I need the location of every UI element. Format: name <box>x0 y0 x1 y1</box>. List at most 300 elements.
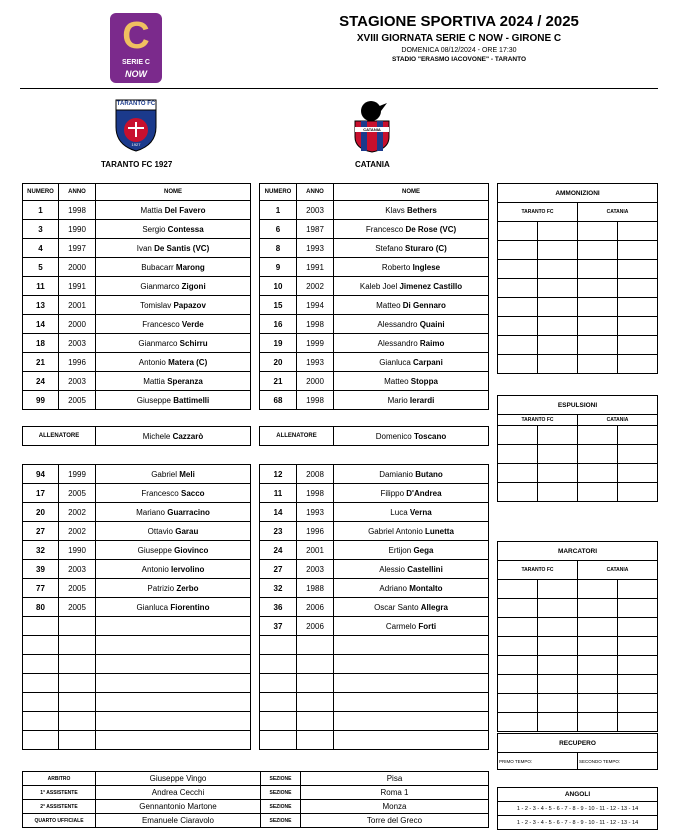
player-last-name: Battimelli <box>173 395 210 405</box>
player-year <box>59 693 96 712</box>
event-cell[interactable] <box>498 483 538 502</box>
event-row <box>498 317 658 336</box>
event-cell[interactable] <box>578 222 618 241</box>
player-year: 1996 <box>297 522 334 541</box>
player-name <box>96 617 251 636</box>
event-cell[interactable] <box>498 260 538 279</box>
event-cell[interactable] <box>578 260 618 279</box>
angoli-title: ANGOLI <box>498 788 658 802</box>
player-year: 1999 <box>59 465 96 484</box>
event-cell[interactable] <box>498 713 538 732</box>
player-last-name: Marong <box>175 262 205 272</box>
player-number: 1 <box>260 201 297 220</box>
player-number: 32 <box>23 541 59 560</box>
event-cell[interactable] <box>578 675 618 694</box>
catania-crest <box>351 97 393 153</box>
player-number: 3 <box>23 220 59 239</box>
secondo-tempo-field[interactable]: SECONDO TEMPO: <box>578 753 658 770</box>
player-name <box>96 201 251 220</box>
player-last-name: Contessa <box>167 224 204 234</box>
player-last-name: Fiorentino <box>170 602 210 612</box>
player-first-name: Matteo <box>376 300 401 310</box>
event-cell[interactable] <box>578 241 618 260</box>
col-number: NUMERO <box>23 184 59 201</box>
event-cell[interactable] <box>498 464 538 483</box>
amm-home-label: TARANTO FC <box>498 203 578 222</box>
official-role: QUARTO UFFICIALE <box>23 814 96 828</box>
player-name <box>334 258 489 277</box>
player-year: 2000 <box>59 258 96 277</box>
player-last-name: Giovinco <box>174 545 209 555</box>
player-row <box>23 731 251 750</box>
event-cell[interactable] <box>538 599 578 618</box>
event-cell[interactable] <box>498 222 538 241</box>
home-coach-table <box>22 426 251 446</box>
event-cell[interactable] <box>578 656 618 675</box>
away-coach-table <box>259 426 489 446</box>
taranto-crest <box>113 97 159 153</box>
player-number: 14 <box>260 503 297 522</box>
player-name <box>96 541 251 560</box>
event-cell[interactable] <box>498 656 538 675</box>
player-row <box>23 579 251 598</box>
player-name <box>96 258 251 277</box>
player-row <box>260 712 489 731</box>
player-row <box>23 503 251 522</box>
player-number: 5 <box>23 258 59 277</box>
player-row <box>260 655 489 674</box>
player-number: 32 <box>260 579 297 598</box>
ammonizioni-table <box>497 183 658 374</box>
event-cell[interactable] <box>538 355 578 374</box>
event-cell[interactable] <box>498 426 538 445</box>
event-cell[interactable] <box>538 618 578 637</box>
player-number: 39 <box>23 560 59 579</box>
player-name <box>334 239 489 258</box>
player-name <box>96 693 251 712</box>
player-number: 19 <box>260 334 297 353</box>
event-cell[interactable] <box>618 426 658 445</box>
event-cell[interactable] <box>618 317 658 336</box>
player-first-name: Damianio <box>379 469 413 479</box>
marcatori-title: MARCATORI <box>498 542 658 561</box>
player-number: 16 <box>260 315 297 334</box>
player-row <box>23 315 251 334</box>
event-cell[interactable] <box>538 694 578 713</box>
player-year: 2005 <box>59 579 96 598</box>
player-row <box>23 522 251 541</box>
event-cell[interactable] <box>618 694 658 713</box>
event-cell[interactable] <box>498 580 538 599</box>
event-cell[interactable] <box>578 317 618 336</box>
player-year <box>297 674 334 693</box>
event-cell[interactable] <box>578 694 618 713</box>
player-row <box>260 674 489 693</box>
event-cell[interactable] <box>618 580 658 599</box>
official-section: Roma 1 <box>301 786 489 800</box>
event-cell[interactable] <box>538 580 578 599</box>
event-cell[interactable] <box>578 580 618 599</box>
player-row <box>23 296 251 315</box>
player-number <box>260 693 297 712</box>
player-last-name: Allegra <box>420 602 448 612</box>
event-row <box>498 426 658 445</box>
player-row <box>260 353 489 372</box>
player-number: 21 <box>260 372 297 391</box>
coach-label: ALLENATORE <box>260 427 334 446</box>
player-row <box>23 465 251 484</box>
event-cell[interactable] <box>618 483 658 502</box>
event-cell[interactable] <box>578 483 618 502</box>
player-row <box>260 277 489 296</box>
player-year: 2002 <box>59 503 96 522</box>
header-divider <box>20 88 658 89</box>
player-year: 1990 <box>59 220 96 239</box>
event-cell[interactable] <box>538 483 578 502</box>
player-name <box>96 522 251 541</box>
player-last-name: Guarracino <box>167 507 210 517</box>
player-last-name: Del Favero <box>164 205 206 215</box>
logo-line1: SERIE C <box>121 59 150 66</box>
player-row <box>260 579 489 598</box>
player-year: 2000 <box>297 372 334 391</box>
event-cell[interactable] <box>538 656 578 675</box>
event-row <box>498 355 658 374</box>
marcatori-table <box>497 541 658 732</box>
player-year: 2006 <box>297 617 334 636</box>
event-row <box>498 445 658 464</box>
player-row <box>23 693 251 712</box>
player-year <box>297 655 334 674</box>
player-year: 2008 <box>297 465 334 484</box>
event-row <box>498 656 658 675</box>
player-number: 80 <box>23 598 59 617</box>
official-section: Torre del Greco <box>301 814 489 828</box>
event-cell[interactable] <box>498 637 538 656</box>
player-name <box>334 560 489 579</box>
mar-home-label: TARANTO FC <box>498 561 578 580</box>
player-row <box>23 560 251 579</box>
player-number: 9 <box>260 258 297 277</box>
logo-line2: NOW <box>125 69 147 79</box>
player-name <box>334 503 489 522</box>
player-first-name: Adriano <box>379 583 407 593</box>
event-cell[interactable] <box>538 336 578 355</box>
player-year: 2003 <box>59 334 96 353</box>
event-row <box>498 713 658 732</box>
player-last-name: D'Andrea <box>406 488 442 498</box>
recupero-table <box>497 733 658 770</box>
event-cell[interactable] <box>578 445 618 464</box>
player-year: 1990 <box>59 541 96 560</box>
event-cell[interactable] <box>618 656 658 675</box>
player-last-name: Lunetta <box>425 526 454 536</box>
event-row <box>498 618 658 637</box>
event-cell[interactable] <box>618 445 658 464</box>
player-year: 2005 <box>59 598 96 617</box>
player-first-name: Ivan <box>136 243 152 253</box>
player-number: 8 <box>260 239 297 258</box>
official-row <box>23 800 489 814</box>
event-cell[interactable] <box>498 599 538 618</box>
player-first-name: Oscar Santo <box>374 602 419 612</box>
event-cell[interactable] <box>538 637 578 656</box>
player-last-name: Zigoni <box>181 281 206 291</box>
player-first-name: Alessandro <box>377 319 418 329</box>
player-number: 15 <box>260 296 297 315</box>
official-row <box>23 786 489 800</box>
player-row <box>260 296 489 315</box>
player-name <box>334 617 489 636</box>
player-number: 24 <box>260 541 297 560</box>
primo-tempo-field[interactable]: PRIMO TEMPO: <box>498 753 578 770</box>
col-year: ANNO <box>297 184 334 201</box>
player-name <box>96 731 251 750</box>
player-number <box>23 712 59 731</box>
event-cell[interactable] <box>618 336 658 355</box>
official-role: 1° ASSISTENTE <box>23 786 96 800</box>
player-year: 2003 <box>297 560 334 579</box>
event-cell[interactable] <box>538 279 578 298</box>
player-name <box>96 712 251 731</box>
event-cell[interactable] <box>578 298 618 317</box>
event-cell[interactable] <box>538 426 578 445</box>
event-cell[interactable] <box>538 222 578 241</box>
amm-away-label: CATANIA <box>578 203 658 222</box>
player-name <box>96 674 251 693</box>
player-row <box>260 731 489 750</box>
event-cell[interactable] <box>538 317 578 336</box>
player-row <box>260 239 489 258</box>
event-cell[interactable] <box>538 260 578 279</box>
player-year: 2001 <box>59 296 96 315</box>
event-cell[interactable] <box>538 241 578 260</box>
event-cell[interactable] <box>618 298 658 317</box>
player-first-name: Gabriel Antonio <box>368 526 423 536</box>
player-number: 23 <box>260 522 297 541</box>
player-name <box>334 712 489 731</box>
player-number: 17 <box>23 484 59 503</box>
player-number: 20 <box>260 353 297 372</box>
player-number <box>23 636 59 655</box>
espulsioni-table <box>497 395 658 502</box>
player-row <box>260 693 489 712</box>
away-subs-table <box>259 464 489 750</box>
event-cell[interactable] <box>618 599 658 618</box>
player-name <box>334 220 489 239</box>
event-cell[interactable] <box>498 694 538 713</box>
official-role: 2° ASSISTENTE <box>23 800 96 814</box>
player-year <box>59 617 96 636</box>
event-cell[interactable] <box>578 464 618 483</box>
event-cell[interactable] <box>578 637 618 656</box>
event-cell[interactable] <box>498 241 538 260</box>
event-cell[interactable] <box>538 445 578 464</box>
official-name: Giuseppe Vingo <box>96 772 261 786</box>
event-row <box>498 483 658 502</box>
player-name <box>96 560 251 579</box>
player-first-name: Gianluca <box>136 602 169 612</box>
official-row <box>23 772 489 786</box>
player-year: 2001 <box>297 541 334 560</box>
player-name <box>334 391 489 410</box>
player-number: 21 <box>23 353 59 372</box>
event-cell[interactable] <box>578 279 618 298</box>
player-row <box>23 334 251 353</box>
player-first-name: Bubacarr <box>141 262 174 272</box>
player-first-name: Klavs <box>385 205 405 215</box>
player-first-name: Giuseppe <box>136 395 171 405</box>
player-year: 2002 <box>59 522 96 541</box>
player-name <box>96 598 251 617</box>
player-first-name: Francesco <box>142 319 180 329</box>
player-name <box>334 334 489 353</box>
player-number: 14 <box>23 315 59 334</box>
official-name: Gennantonio Martone <box>96 800 261 814</box>
player-year: 1999 <box>297 334 334 353</box>
player-year: 1987 <box>297 220 334 239</box>
event-cell[interactable] <box>618 675 658 694</box>
player-year: 1994 <box>297 296 334 315</box>
player-number <box>23 674 59 693</box>
player-number: 20 <box>23 503 59 522</box>
player-number: 77 <box>23 579 59 598</box>
event-cell[interactable] <box>578 336 618 355</box>
event-cell[interactable] <box>578 618 618 637</box>
player-year: 2000 <box>59 315 96 334</box>
player-last-name: Verde <box>181 319 204 329</box>
official-section: Monza <box>301 800 489 814</box>
player-number: 10 <box>260 277 297 296</box>
player-year: 2003 <box>297 201 334 220</box>
player-name <box>334 522 489 541</box>
player-year <box>59 731 96 750</box>
player-row <box>260 636 489 655</box>
player-number: 11 <box>23 277 59 296</box>
player-row <box>260 541 489 560</box>
player-row <box>23 655 251 674</box>
player-first-name: Stefano <box>375 243 403 253</box>
taranto-crest-text: TARANTO FC <box>116 101 156 107</box>
player-row <box>23 674 251 693</box>
player-year <box>297 636 334 655</box>
event-cell[interactable] <box>498 355 538 374</box>
player-row <box>260 391 489 410</box>
recupero-title: RECUPERO <box>498 734 658 753</box>
event-cell[interactable] <box>498 618 538 637</box>
player-last-name: Butano <box>415 469 443 479</box>
home-starters-table <box>22 183 251 410</box>
player-number: 4 <box>23 239 59 258</box>
player-name <box>334 315 489 334</box>
player-name <box>334 484 489 503</box>
player-year: 1991 <box>297 258 334 277</box>
player-number <box>260 674 297 693</box>
player-last-name: De Santis (VC) <box>154 243 210 253</box>
player-first-name: Filippo <box>380 488 405 498</box>
player-number: 37 <box>260 617 297 636</box>
event-cell[interactable] <box>578 713 618 732</box>
event-cell[interactable] <box>498 445 538 464</box>
player-number <box>260 655 297 674</box>
section-label: SEZIONE <box>261 772 301 786</box>
player-row <box>23 372 251 391</box>
player-first-name: Gabriel <box>151 469 177 479</box>
player-year: 2005 <box>59 391 96 410</box>
player-first-name: Kaleb Joel <box>359 281 398 291</box>
event-cell[interactable] <box>618 241 658 260</box>
event-row <box>498 260 658 279</box>
event-cell[interactable] <box>618 713 658 732</box>
event-cell[interactable] <box>618 279 658 298</box>
event-cell[interactable] <box>538 464 578 483</box>
angoli-table <box>497 787 658 830</box>
player-name <box>96 503 251 522</box>
event-cell[interactable] <box>498 279 538 298</box>
player-year: 2002 <box>297 277 334 296</box>
event-cell[interactable] <box>618 355 658 374</box>
player-last-name: Schirru <box>179 338 208 348</box>
event-cell[interactable] <box>618 464 658 483</box>
event-cell[interactable] <box>618 222 658 241</box>
player-last-name: Ierardi <box>409 395 435 405</box>
player-name <box>96 655 251 674</box>
event-cell[interactable] <box>618 618 658 637</box>
event-cell[interactable] <box>618 637 658 656</box>
match-date: DOMENICA 08/12/2024 - ORE 17:30 <box>401 47 517 54</box>
event-cell[interactable] <box>578 599 618 618</box>
player-name <box>96 220 251 239</box>
player-first-name: Giuseppe <box>137 545 172 555</box>
official-name: Emanuele Ciaravolo <box>96 814 261 828</box>
player-first-name: Alessandro <box>377 338 418 348</box>
catania-crest-text: CATANIA <box>363 127 381 132</box>
player-year <box>59 712 96 731</box>
official-section: Pisa <box>301 772 489 786</box>
espulsioni-title: ESPULSIONI <box>498 396 658 415</box>
event-cell[interactable] <box>578 426 618 445</box>
event-cell[interactable] <box>498 298 538 317</box>
event-cell[interactable] <box>498 675 538 694</box>
coach-label: ALLENATORE <box>23 427 96 446</box>
event-cell[interactable] <box>498 317 538 336</box>
event-row <box>498 279 658 298</box>
mar-away-label: CATANIA <box>578 561 658 580</box>
angoli-home[interactable]: 1 - 2 - 3 - 4 - 5 - 6 - 7 - 8 - 9 - 10 - 11 - 12 - 13 - 14 <box>498 802 658 816</box>
player-row <box>260 598 489 617</box>
event-cell[interactable] <box>578 355 618 374</box>
event-cell[interactable] <box>538 713 578 732</box>
player-year: 1998 <box>59 201 96 220</box>
player-year <box>59 636 96 655</box>
official-row <box>23 814 489 828</box>
event-cell[interactable] <box>498 336 538 355</box>
round-title: XVIII GIORNATA SERIE C NOW - GIRONE C <box>356 33 562 44</box>
event-cell[interactable] <box>538 298 578 317</box>
angoli-away[interactable]: 1 - 2 - 3 - 4 - 5 - 6 - 7 - 8 - 9 - 10 - 11 - 12 - 13 - 14 <box>498 816 658 830</box>
player-last-name: Gega <box>413 545 434 555</box>
player-first-name: Ottavio <box>147 526 173 536</box>
player-name <box>96 334 251 353</box>
player-row <box>260 560 489 579</box>
player-name <box>334 296 489 315</box>
event-cell[interactable] <box>618 260 658 279</box>
player-last-name: Verna <box>409 507 432 517</box>
event-cell[interactable] <box>538 675 578 694</box>
player-row <box>23 391 251 410</box>
player-first-name: Ertijon <box>388 545 412 555</box>
event-row <box>498 464 658 483</box>
